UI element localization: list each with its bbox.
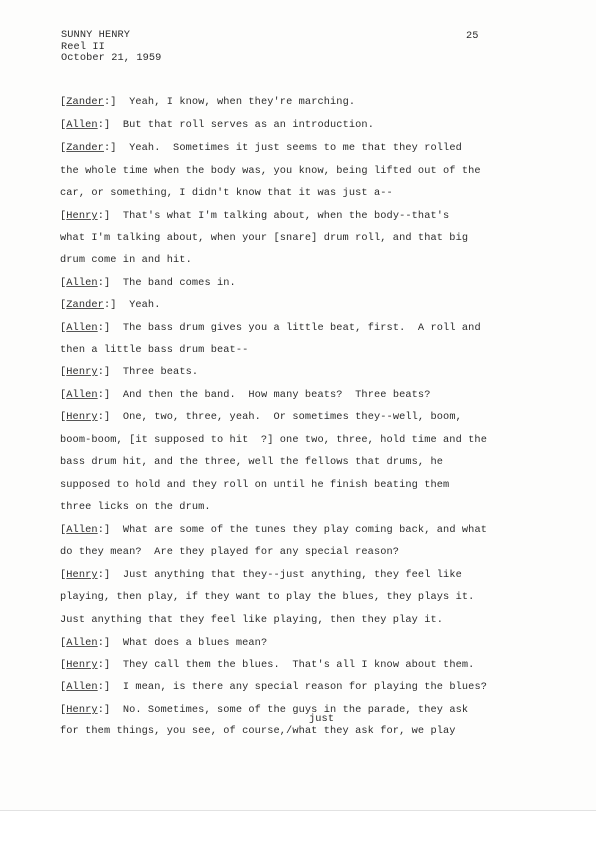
- page-header: [61, 30, 161, 65]
- speaker-bracket-close: :]: [97, 210, 123, 222]
- speaker-line: [60, 411, 462, 423]
- speaker-line: [60, 681, 487, 693]
- line-text: One, two, three, yeah. Or sometimes they--well, boom,: [122, 411, 462, 423]
- line-text: boom-boom, [it supposed to hit ?] one two, three, hold time and the: [60, 434, 487, 446]
- line-text: the whole time when the body was, you know, being lifted out of the: [60, 165, 481, 177]
- speaker-bracket-close: :]: [97, 637, 123, 649]
- speaker-line: [60, 637, 267, 649]
- speaker-name: Henry: [66, 659, 98, 671]
- line-text: do they mean? Are they played for any special reason?: [60, 546, 400, 558]
- speaker-name: Henry: [66, 366, 98, 378]
- speaker-bracket-close: :]: [97, 411, 123, 423]
- header-name: SUNNY HENRY: [61, 29, 131, 41]
- continuation-line: [60, 232, 468, 244]
- speaker-line: [60, 142, 462, 154]
- line-text: then a little bass drum beat--: [60, 344, 249, 356]
- speaker-bracket-close: :]: [97, 322, 123, 334]
- continuation-line: [60, 254, 192, 266]
- speaker-line: [60, 299, 161, 311]
- line-text: Three beats.: [122, 366, 199, 378]
- speaker-bracket-open: [: [60, 210, 67, 222]
- speaker-line: [60, 704, 468, 716]
- speaker-name: Allen: [66, 322, 98, 334]
- line-text: Yeah.: [129, 299, 161, 311]
- speaker-bracket-open: [: [60, 681, 67, 693]
- line-text: supposed to hold and they roll on until he finish beating them: [60, 479, 450, 491]
- speaker-name: Allen: [66, 637, 98, 649]
- line-text: What does a blues mean?: [122, 637, 268, 649]
- continuation-line: [60, 165, 481, 177]
- speaker-name: Allen: [66, 524, 98, 536]
- speaker-bracket-open: [: [60, 411, 67, 423]
- page-number: 25: [466, 30, 479, 42]
- speaker-line: [60, 389, 431, 401]
- speaker-bracket-close: :]: [97, 524, 123, 536]
- line-text: What are some of the tunes they play coming back, and what: [122, 524, 488, 536]
- line-text: Yeah. Sometimes it just seems to me that they rolled: [129, 142, 462, 154]
- continuation-line: [60, 456, 443, 468]
- speaker-line: [60, 569, 462, 581]
- speaker-bracket-close: :]: [103, 299, 130, 311]
- speaker-bracket-close: :]: [97, 119, 123, 131]
- speaker-bracket-close: :]: [97, 277, 123, 289]
- speaker-line: [60, 524, 487, 536]
- speaker-bracket-open: [: [60, 659, 67, 671]
- speaker-name: Zander: [66, 96, 104, 108]
- speaker-line: [60, 210, 449, 222]
- line-text: The bass drum gives you a little beat, first. A roll and: [122, 322, 481, 334]
- continuation-line: [60, 546, 399, 558]
- line-text: for them things, you see, of course,/what they ask for, we play: [60, 725, 456, 737]
- continuation-line: [60, 501, 211, 513]
- speaker-name: Allen: [66, 119, 98, 131]
- speaker-line: [60, 96, 355, 108]
- line-text: That's what I'm talking about, when the body--that's: [122, 210, 450, 222]
- speaker-line: [60, 277, 236, 289]
- line-text: But that roll serves as an introduction.: [122, 119, 374, 131]
- handwritten-insertion: just: [309, 713, 335, 725]
- speaker-bracket-close: :]: [97, 659, 123, 671]
- line-text: Just anything that they--just anything, they feel like: [122, 569, 462, 581]
- speaker-bracket-close: :]: [97, 389, 123, 401]
- speaker-name: Allen: [66, 277, 98, 289]
- speaker-bracket-open: [: [60, 704, 67, 716]
- speaker-bracket-close: :]: [97, 704, 123, 716]
- speaker-line: [60, 119, 374, 131]
- line-text: The band comes in.: [122, 277, 236, 289]
- speaker-name: Allen: [66, 681, 98, 693]
- header-reel: Reel II: [61, 40, 105, 53]
- line-text: car, or something, I didn't know that it was just a--: [60, 187, 393, 199]
- speaker-name: Henry: [66, 569, 98, 581]
- speaker-bracket-close: :]: [103, 96, 130, 108]
- speaker-bracket-open: [: [60, 142, 67, 154]
- speaker-bracket-close: :]: [97, 569, 123, 581]
- continuation-line: [60, 725, 456, 737]
- speaker-bracket-open: [: [60, 119, 67, 131]
- speaker-bracket-open: [: [60, 96, 67, 108]
- line-text: playing, then play, if they want to play the blues, they plays it.: [60, 591, 475, 603]
- speaker-name: Henry: [66, 411, 98, 423]
- continuation-line: [60, 614, 443, 626]
- speaker-bracket-open: [: [60, 569, 67, 581]
- speaker-bracket-close: :]: [97, 366, 123, 378]
- line-text: what I'm talking about, when your [snare] drum roll, and that big: [60, 232, 469, 244]
- speaker-bracket-open: [: [60, 322, 67, 334]
- continuation-line: [60, 344, 248, 356]
- speaker-name: Zander: [66, 142, 104, 154]
- speaker-line: [60, 366, 198, 378]
- line-text: Just anything that they feel like playing, then they play it.: [60, 614, 444, 626]
- speaker-name: Zander: [66, 299, 104, 311]
- line-text: bass drum hit, and the three, well the fellows that drums, he: [60, 456, 444, 468]
- line-text: They call them the blues. That's all I know about them.: [122, 659, 475, 671]
- line-text: drum come in and hit.: [60, 254, 192, 266]
- speaker-bracket-close: :]: [97, 681, 123, 693]
- speaker-bracket-open: [: [60, 299, 67, 311]
- continuation-line: [60, 479, 449, 491]
- speaker-bracket-close: :]: [103, 142, 130, 154]
- speaker-line: [60, 659, 474, 671]
- continuation-line: [60, 187, 393, 199]
- speaker-bracket-open: [: [60, 366, 67, 378]
- line-text: No. Sometimes, some of the guys in the parade, they ask: [122, 704, 469, 716]
- continuation-line: [60, 434, 487, 446]
- speaker-bracket-open: [: [60, 277, 67, 289]
- continuation-line: [60, 591, 474, 603]
- speaker-name: Allen: [66, 389, 98, 401]
- speaker-name: Henry: [66, 704, 98, 716]
- speaker-line: [60, 322, 481, 334]
- line-text: I mean, is there any special reason for playing the blues?: [122, 681, 488, 693]
- speaker-bracket-open: [: [60, 389, 67, 401]
- speaker-bracket-open: [: [60, 637, 67, 649]
- header-date: October 21, 1959: [61, 52, 162, 64]
- line-text: three licks on the drum.: [60, 501, 211, 513]
- speaker-name: Henry: [66, 210, 98, 222]
- line-text: Yeah, I know, when they're marching.: [129, 96, 356, 108]
- speaker-bracket-open: [: [60, 524, 67, 536]
- line-text: And then the band. How many beats? Three beats?: [122, 389, 431, 401]
